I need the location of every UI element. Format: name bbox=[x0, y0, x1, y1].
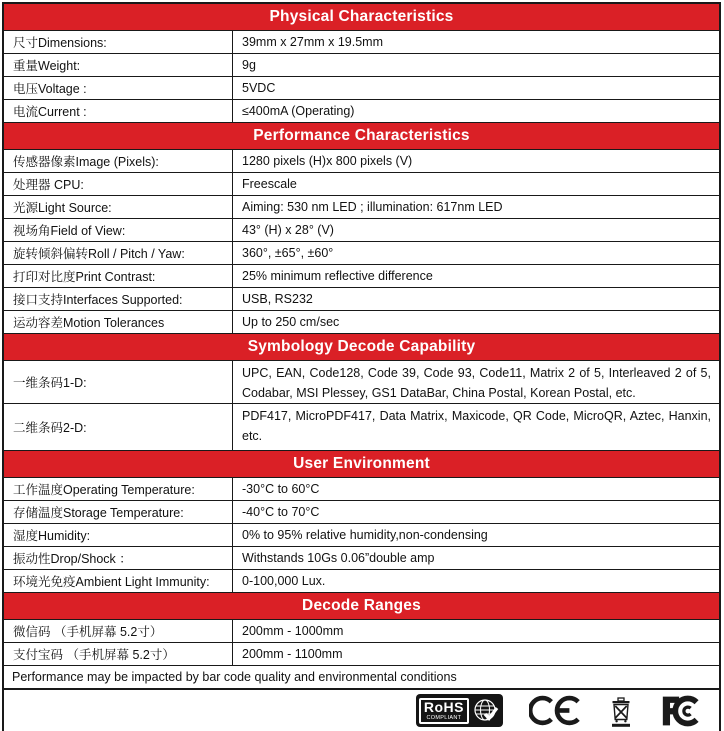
row-label: 重量Weight: bbox=[4, 54, 233, 76]
spec-row-motion-tolerances bbox=[4, 311, 719, 334]
row-label: 尺寸Dimensions: bbox=[4, 31, 233, 53]
row-label: 电压Voltage : bbox=[4, 77, 233, 99]
globe-check-icon bbox=[472, 697, 499, 724]
spec-row-operating-temperature bbox=[4, 478, 719, 501]
row-label: 旋转倾斜偏转Roll / Pitch / Yaw: bbox=[4, 242, 233, 264]
rohs-label bbox=[419, 698, 469, 724]
spec-row-print-contrast bbox=[4, 265, 719, 288]
row-label: 接口支持Interfaces Supported: bbox=[4, 288, 233, 310]
rohs-compliant-text: COMPLIANT bbox=[426, 714, 462, 721]
row-label: 运动容差Motion Tolerances bbox=[4, 311, 233, 333]
spec-row-weight bbox=[4, 54, 719, 77]
ce-mark-icon bbox=[529, 695, 583, 727]
spec-row-2d-symbologies bbox=[4, 404, 719, 451]
section-title: Symbology Decode Capability bbox=[247, 338, 476, 355]
row-value: 0-100,000 Lux. bbox=[242, 574, 326, 588]
spec-row-voltage bbox=[4, 77, 719, 100]
row-label: 打印对比度Print Contrast: bbox=[4, 265, 233, 287]
spec-row-drop-shock bbox=[4, 547, 719, 570]
section-header-decode-ranges bbox=[4, 593, 719, 620]
section-header-user-environment bbox=[4, 451, 719, 478]
row-value: 25% minimum reflective difference bbox=[242, 269, 433, 283]
row-value: Withstands 10Gs 0.06”double amp bbox=[242, 551, 435, 565]
spec-row-image-pixels bbox=[4, 150, 719, 173]
rohs-compliant-badge bbox=[416, 694, 503, 727]
spec-row-alipay-code-range bbox=[4, 643, 719, 666]
row-value: ≤400mA (Operating) bbox=[242, 104, 355, 118]
row-label: 支付宝码 （手机屏幕 5.2寸） bbox=[4, 643, 233, 665]
row-value: Aiming: 530 nm LED ; illumination: 617nm LED bbox=[242, 200, 503, 214]
row-value: USB, RS232 bbox=[242, 292, 313, 306]
row-value: 0% to 95% relative humidity,non-condensing bbox=[242, 528, 488, 542]
spec-row-roll-pitch-yaw bbox=[4, 242, 719, 265]
row-label: 环境光免疫Ambient Light Immunity: bbox=[4, 570, 233, 592]
row-label: 振动性Drop/Shock ： bbox=[4, 547, 233, 569]
row-value: Up to 250 cm/sec bbox=[242, 315, 340, 329]
row-value: 39mm x 27mm x 19.5mm bbox=[242, 35, 384, 49]
row-value: 5VDC bbox=[242, 81, 276, 95]
spec-row-storage-temperature bbox=[4, 501, 719, 524]
spec-row-cpu bbox=[4, 173, 719, 196]
row-value: -30°C to 60°C bbox=[242, 482, 320, 496]
row-label: 传感器像素Image (Pixels): bbox=[4, 150, 233, 172]
row-label: 存储温度Storage Temperature: bbox=[4, 501, 233, 523]
row-label: 一维条码1-D: bbox=[4, 361, 233, 403]
section-title: Decode Ranges bbox=[302, 597, 421, 614]
spec-row-ambient-light bbox=[4, 570, 719, 593]
spec-row-wechat-code-range bbox=[4, 620, 719, 643]
row-value: 200mm - 1000mm bbox=[242, 624, 344, 638]
row-label: 处理器 CPU: bbox=[4, 173, 233, 195]
row-label: 视场角Field of View: bbox=[4, 219, 233, 241]
row-value: 360°, ±65°, ±60° bbox=[242, 246, 334, 260]
rohs-text: RoHS bbox=[423, 698, 464, 715]
spec-row-humidity bbox=[4, 524, 719, 547]
section-header-symbology-decode bbox=[4, 334, 719, 361]
spec-row-light-source bbox=[4, 196, 719, 219]
spec-row-field-of-view bbox=[4, 219, 719, 242]
certification-strip bbox=[2, 690, 721, 731]
row-value: 200mm - 1100mm bbox=[242, 647, 343, 661]
spec-table bbox=[2, 2, 721, 690]
fcc-mark-icon bbox=[659, 695, 705, 727]
section-title: User Environment bbox=[293, 455, 430, 472]
row-label: 二维条码2-D: bbox=[4, 404, 233, 450]
row-value: -40°C to 70°C bbox=[242, 505, 320, 519]
row-label: 湿度Humidity: bbox=[4, 524, 233, 546]
section-title: Physical Characteristics bbox=[269, 8, 454, 25]
performance-disclaimer: Performance may be impacted by bar code quality and environmental conditions bbox=[4, 666, 719, 688]
spec-row-dimensions bbox=[4, 31, 719, 54]
section-header-physical-characteristics bbox=[4, 4, 719, 31]
row-label: 电流Current : bbox=[4, 100, 233, 122]
spec-row-interfaces bbox=[4, 288, 719, 311]
weee-crossed-bin-icon bbox=[609, 693, 633, 728]
row-value: Freescale bbox=[242, 177, 297, 191]
spec-row-current bbox=[4, 100, 719, 123]
row-label: 微信码 （手机屏幕 5.2寸） bbox=[4, 620, 233, 642]
row-value: 43° (H) x 28° (V) bbox=[242, 223, 334, 237]
row-label: 工作温度Operating Temperature: bbox=[4, 478, 233, 500]
row-value: PDF417, MicroPDF417, Data Matrix, Maxicode, QR Code, MicroQR, Aztec, Hanxin, etc. bbox=[242, 409, 711, 443]
section-header-performance-characteristics bbox=[4, 123, 719, 150]
row-label: 光源Light Source: bbox=[4, 196, 233, 218]
row-value: UPC, EAN, Code128, Code 39, Code 93, Code11, Matrix 2 of 5, Interleaved 2 of 5, Codabar, MSI Plessey, GS1 DataBar, China Postal, Korean Postal, etc. bbox=[242, 366, 711, 400]
row-value: 1280 pixels (H)x 800 pixels (V) bbox=[242, 154, 413, 168]
row-value: 9g bbox=[242, 58, 256, 72]
section-title: Performance Characteristics bbox=[253, 127, 470, 144]
spec-row-1d-symbologies bbox=[4, 361, 719, 404]
